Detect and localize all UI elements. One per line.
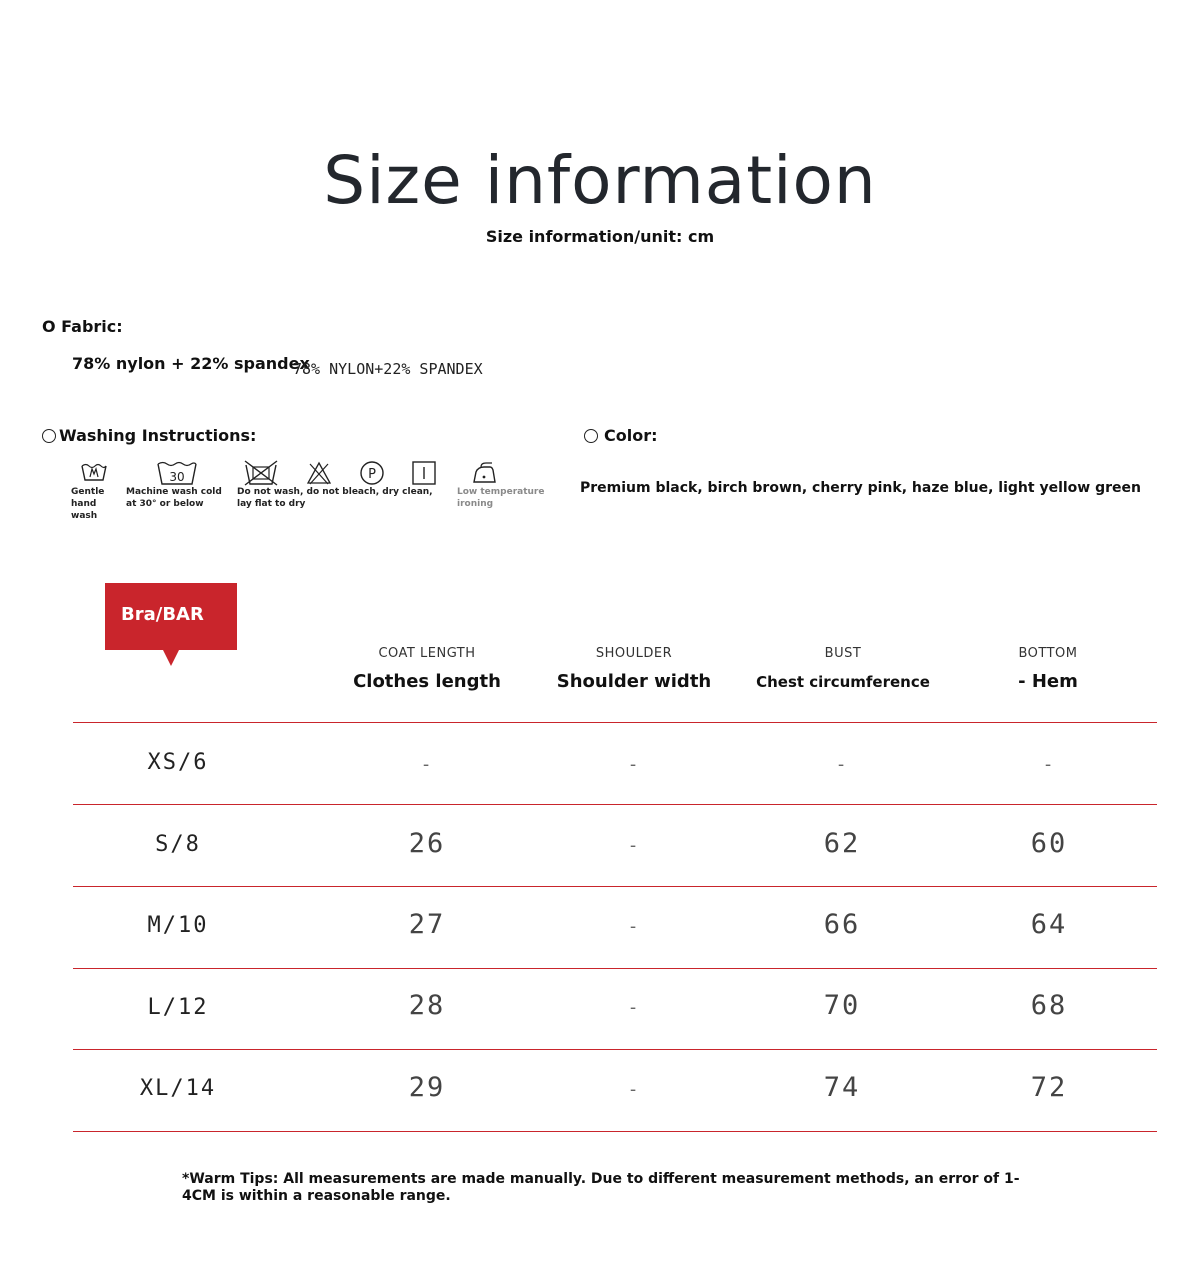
- page-subtitle: Size information/unit: cm: [485, 227, 715, 246]
- value-cell: 26: [408, 828, 446, 859]
- color-label: [584, 426, 658, 445]
- warm-tips: *Warm Tips: All measurements are made manually. Due to different measurement methods, an error of 1-4CM is within a reasonable range.: [182, 1171, 1020, 1204]
- color-values: Premium black, birch brown, cherry pink, haze blue, light yellow green: [580, 480, 1141, 496]
- value-cell: 60: [1030, 828, 1068, 859]
- value-cell: 28: [408, 990, 446, 1021]
- fabric-composition: 78% nylon + 22% spandex: [72, 354, 310, 373]
- value-cell: 62: [823, 828, 861, 859]
- color-label-text: Color:: [604, 426, 658, 445]
- column-header-bottom: [938, 646, 1158, 692]
- size-cell: XS/6: [147, 750, 209, 775]
- column-header-cn: Clothes length: [353, 671, 501, 692]
- column-header-en: BUST: [824, 646, 862, 661]
- value-cell: 74: [823, 1072, 861, 1103]
- value-cell: 66: [823, 909, 861, 940]
- value-cell: -: [627, 1079, 641, 1100]
- value-cell: -: [627, 997, 641, 1018]
- column-header-cn: Shoulder width: [556, 671, 712, 692]
- column-header-en: BOTTOM: [1018, 646, 1078, 661]
- do-not-wash-icon: [243, 460, 279, 486]
- table-divider: [73, 886, 1157, 887]
- circle-bullet-icon: [42, 429, 56, 443]
- value-cell: 68: [1030, 990, 1068, 1021]
- do-not-bleach-icon: [306, 460, 332, 486]
- size-cell: L/12: [147, 995, 209, 1020]
- dry-clean-letter: P: [368, 467, 376, 482]
- value-cell: -: [627, 835, 641, 856]
- do-not-wash-text: Do not wash, do not bleach, dry clean, lay flat to dry: [237, 487, 433, 509]
- page-title: Size information: [323, 142, 877, 219]
- table-divider: [73, 722, 1157, 723]
- low-temp-iron-icon: [468, 460, 498, 486]
- value-cell: -: [1042, 754, 1056, 775]
- fabric-label: O Fabric:: [42, 317, 123, 336]
- size-cell: M/10: [147, 913, 209, 938]
- category-badge: Bra/BAR: [105, 583, 237, 650]
- value-cell: -: [627, 916, 641, 937]
- table-divider: [73, 804, 1157, 805]
- fabric-composition-en: 78% NYLON+22% SPANDEX: [293, 360, 483, 378]
- column-header-en: COAT LENGTH: [378, 646, 476, 661]
- column-header-cn: Chest circumference: [756, 673, 930, 691]
- size-cell: S/8: [155, 832, 201, 857]
- size-cell: XL/14: [139, 1076, 217, 1101]
- low-temp-iron-text: Low temperature ironing: [457, 487, 545, 509]
- machine-wash-30-icon: [156, 460, 198, 486]
- hand-wash-icon: [80, 460, 108, 484]
- value-cell: 29: [408, 1072, 446, 1103]
- column-header-coat-length: [317, 646, 537, 692]
- machine-wash-text: Machine wash cold at 30° or below: [126, 487, 222, 509]
- table-divider: [73, 1049, 1157, 1050]
- washing-label: [42, 426, 256, 445]
- hand-wash-text: Gentle hand wash: [71, 487, 105, 521]
- column-header-shoulder: [524, 646, 744, 692]
- table-divider: [73, 968, 1157, 969]
- column-header-cn: - Hem: [1018, 671, 1078, 692]
- badge-pointer: [163, 650, 179, 666]
- value-cell: -: [420, 754, 434, 775]
- value-cell: -: [835, 754, 849, 775]
- value-cell: 64: [1030, 909, 1068, 940]
- lay-flat-dry-icon: [411, 460, 437, 486]
- dry-clean-p-icon: [359, 460, 385, 486]
- circle-bullet-icon: [584, 429, 598, 443]
- machine-wash-temp: 30: [169, 470, 185, 484]
- column-header-bust: [733, 646, 953, 691]
- value-cell: 70: [823, 990, 861, 1021]
- column-header-en: SHOULDER: [595, 646, 673, 661]
- table-divider: [73, 1131, 1157, 1132]
- value-cell: 27: [408, 909, 446, 940]
- value-cell: 72: [1030, 1072, 1068, 1103]
- washing-label-text: Washing Instructions:: [59, 426, 257, 445]
- value-cell: -: [627, 754, 641, 775]
